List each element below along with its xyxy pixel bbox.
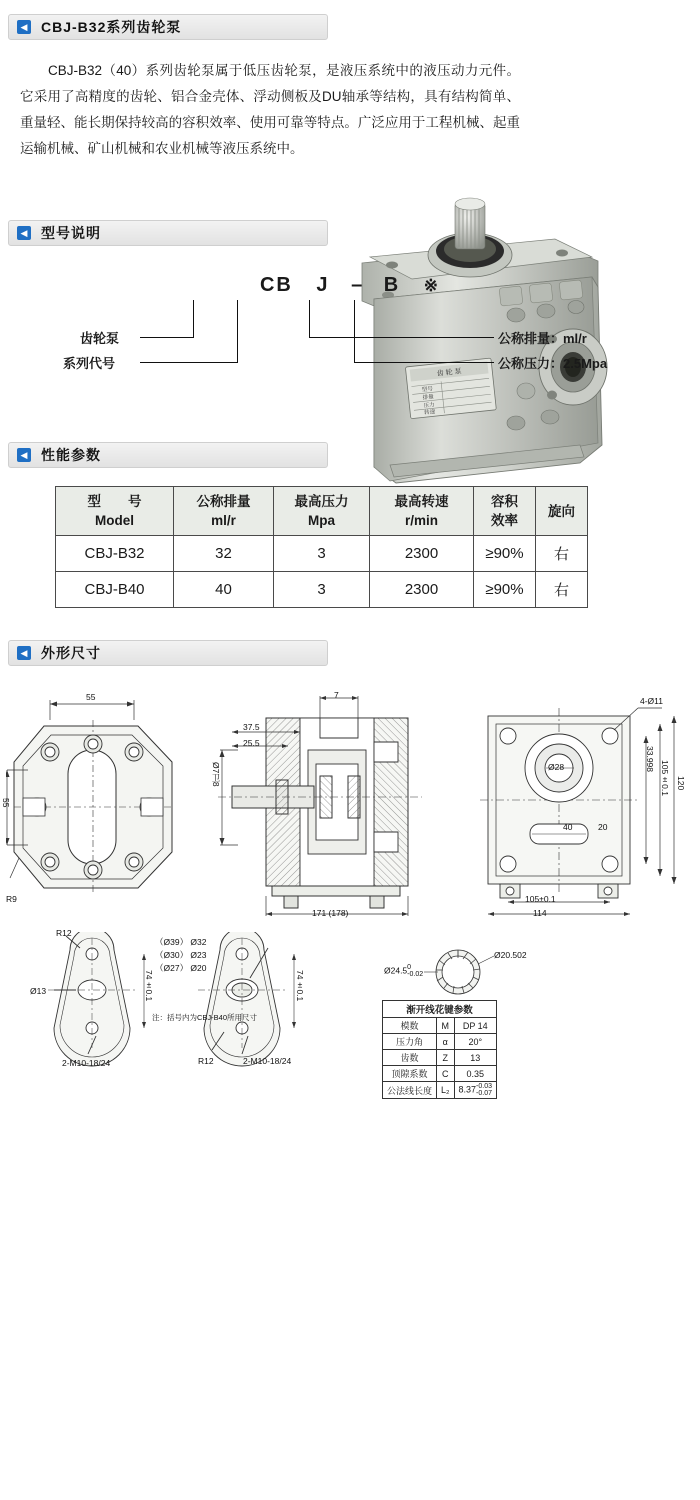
- dim-flange-right-74: 74±0.1: [295, 970, 305, 1002]
- spline-row: [383, 1082, 497, 1099]
- spline-row: [383, 1050, 497, 1066]
- spline-parameter-table: [382, 1000, 497, 1099]
- spline-val-4: [454, 1082, 497, 1099]
- cell-displacement: 40: [174, 572, 274, 608]
- spline-val-4-tol: -0.03 -0.07: [476, 1083, 493, 1097]
- spline-table-title-row: [383, 1001, 497, 1018]
- model-label-right-0: 公称排量：ml/r: [498, 331, 587, 346]
- svg-text:齿 轮 泵: 齿 轮 泵: [436, 368, 462, 378]
- model-explanation: [0, 252, 700, 442]
- dim-view3-bore: Ø28: [548, 762, 565, 772]
- model-label-left-1: 系列代号: [63, 356, 116, 371]
- cell-displacement: 32: [174, 536, 274, 572]
- drawing-flange-right: [190, 932, 310, 1067]
- dim-view1-top: 55: [86, 692, 96, 702]
- dim-view3-105: 105±0.1: [660, 760, 670, 796]
- drawing-flange-left: [40, 932, 160, 1067]
- spline-name-4: 公法线长度: [383, 1082, 437, 1099]
- model-code-part3: B: [383, 274, 401, 296]
- svg-text:压力: 压力: [423, 402, 435, 410]
- dim-view2-bottom: 171 (178): [312, 908, 349, 918]
- cell-efficiency: ≥90%: [474, 572, 536, 608]
- dim-view2-7: 7: [334, 690, 339, 700]
- model-code-part4: ※: [423, 276, 441, 295]
- model-code-part2: J: [316, 274, 330, 296]
- dim-view2-37-5: 37.5: [243, 722, 260, 732]
- spline-name-0: 模数: [383, 1018, 437, 1034]
- cell-efficiency: ≥90%: [474, 536, 536, 572]
- drawing-spline-section: [418, 942, 498, 1002]
- th-displacement: [174, 487, 274, 536]
- section-title-perf: 性能参数: [41, 447, 101, 463]
- cell-speed: 2300: [370, 572, 474, 608]
- section-header-perf: [8, 442, 328, 468]
- cell-rotation: 右: [536, 536, 588, 572]
- dim-view1-left: 55: [1, 798, 11, 808]
- spline-row: [383, 1066, 497, 1082]
- dim-flange-right-r12: R12: [198, 1056, 214, 1066]
- dim-flange-right-note: 注：括号内为CBJ-B40所用尺寸: [152, 1013, 258, 1022]
- th-model-l2: Model: [95, 513, 134, 528]
- dim-view2-25-5: 25.5: [243, 738, 260, 748]
- section-header-overview: [8, 14, 328, 40]
- spline-sym-3: C: [437, 1066, 455, 1082]
- dim-flange-left-bolt: 2-M10-18/24: [62, 1058, 111, 1068]
- spline-sym-4: L₂: [437, 1082, 455, 1099]
- cell-pressure: 3: [274, 572, 370, 608]
- spline-name-3: 顶隙系数: [383, 1066, 437, 1082]
- th-speed: [370, 487, 474, 536]
- spline-sym-0: M: [437, 1018, 455, 1034]
- dim-flange-left-74: 74±0.1: [144, 970, 154, 1002]
- dim-flange-left-phi13: Ø13: [30, 986, 47, 996]
- table-row: [56, 572, 588, 608]
- th-pressure-l2: Mpa: [308, 513, 335, 528]
- cell-pressure: 3: [274, 536, 370, 572]
- section-title-dimensions: 外形尺寸: [41, 645, 101, 661]
- cell-speed: 2300: [370, 536, 474, 572]
- spline-val-2: 13: [454, 1050, 497, 1066]
- dim-spline-right: Ø20.502: [494, 950, 527, 960]
- th-efficiency-l1: 容积: [491, 494, 518, 509]
- intro-paragraph: CBJ-B32（40）系列齿轮泵属于低压齿轮泵，是液压系统中的液压动力元件。它采用了高精度的齿轮、铝合金壳体、浮动侧板及DU轴承等结构，具有结构简单、重量轻、能长期保持较高的容积效率、使用可靠等特点。广泛应用于工程机械、起重运输机械、矿山机械和农业机械等液压系统中。: [20, 63, 520, 156]
- th-efficiency: [474, 487, 536, 536]
- cell-model: CBJ-B32: [56, 536, 174, 572]
- spline-table-title: 渐开线花键参数: [383, 1001, 497, 1018]
- leader-line: [237, 300, 238, 362]
- model-label-right-1: 公称压力：2.5Mpa: [498, 356, 608, 371]
- dim-view3-w40: 40: [563, 822, 573, 832]
- dim-view3-holes: 4-Ø11: [640, 696, 663, 706]
- svg-text:型号: 型号: [421, 386, 434, 394]
- bullet-icon: ◀: [17, 646, 31, 660]
- model-code-dash: –: [351, 274, 365, 296]
- drawing-view-mounting-face: [470, 690, 685, 920]
- th-displacement-l1: 公称排量: [196, 494, 251, 509]
- spline-row: [383, 1034, 497, 1050]
- bullet-icon: ◀: [17, 448, 31, 462]
- leader-line: [140, 337, 194, 338]
- dim-view3-w20: 20: [598, 822, 608, 832]
- spline-val-4-value: 8.37: [458, 1084, 477, 1095]
- leader-line: [354, 300, 355, 362]
- spline-sym-2: Z: [437, 1050, 455, 1066]
- spline-val-0: DP 14: [454, 1018, 497, 1034]
- spline-sym-1: α: [437, 1034, 455, 1050]
- leader-line: [309, 337, 494, 338]
- th-efficiency-l2: 效率: [491, 513, 518, 528]
- drawing-view-front-flange: [6, 690, 196, 920]
- th-displacement-l2: ml/r: [211, 513, 236, 528]
- dim-spline-left-value: Ø24.5: [384, 965, 408, 976]
- svg-text:转速: 转速: [424, 409, 436, 417]
- model-code-part1: CB: [259, 274, 293, 296]
- leader-line: [309, 300, 310, 338]
- th-pressure: [274, 487, 370, 536]
- spline-name-1: 压力角: [383, 1034, 437, 1050]
- bullet-icon: ◀: [17, 226, 31, 240]
- dim-view3-33998: 33.998: [645, 746, 655, 772]
- th-pressure-l1: 最高压力: [294, 494, 349, 509]
- th-model: [56, 487, 174, 536]
- performance-table: [55, 486, 588, 608]
- dim-spline-left: [384, 964, 423, 978]
- spline-val-1: 20°: [454, 1034, 497, 1050]
- section-header-dimensions: [8, 640, 328, 666]
- table-header-row: [56, 487, 588, 536]
- dim-view2-dia: Ø7卫8: [211, 762, 221, 787]
- leader-line: [354, 362, 494, 363]
- performance-table-wrap: [55, 486, 700, 608]
- dim-flange-right-list-2: （Ø27） Ø20: [155, 963, 207, 973]
- leader-line: [140, 362, 238, 363]
- model-label-left-0: 齿轮泵: [80, 331, 120, 346]
- svg-text:排量: 排量: [422, 394, 435, 402]
- leader-line: [193, 300, 194, 338]
- th-model-l1: 型 号: [87, 494, 142, 509]
- spline-row: [383, 1018, 497, 1034]
- spline-name-2: 齿数: [383, 1050, 437, 1066]
- dim-view1-r9: R9: [6, 894, 17, 904]
- th-rotation: [536, 487, 588, 536]
- dim-view3-120: 120: [676, 776, 686, 791]
- section-title-overview: CBJ-B32系列齿轮泵: [41, 19, 182, 35]
- dim-flange-right-list-0: （Ø39） Ø32: [155, 937, 207, 947]
- spline-val-3: 0.35: [454, 1066, 497, 1082]
- cell-model: CBJ-B40: [56, 572, 174, 608]
- dim-flange-right-list-1: （Ø30） Ø23: [155, 950, 207, 960]
- section-title-model: 型号说明: [41, 225, 101, 241]
- th-rotation-l1: 旋向: [548, 503, 575, 519]
- cell-rotation: 右: [536, 572, 588, 608]
- model-code: [0, 274, 700, 297]
- dim-view3-b105: 105±0.1: [525, 894, 556, 904]
- dim-view3-b114: 114: [533, 908, 547, 918]
- dimension-drawings: [0, 676, 700, 1146]
- bullet-icon: ◀: [17, 20, 31, 34]
- table-row: [56, 536, 588, 572]
- dim-flange-right-bolt: 2-M10-18/24: [243, 1056, 292, 1066]
- th-speed-l2: r/min: [404, 513, 438, 528]
- section-header-model: [8, 220, 328, 246]
- dim-spline-left-tol: 0 -0.02: [407, 964, 424, 978]
- dim-flange-left-r12: R12: [56, 928, 72, 938]
- th-speed-l1: 最高转速: [394, 494, 449, 509]
